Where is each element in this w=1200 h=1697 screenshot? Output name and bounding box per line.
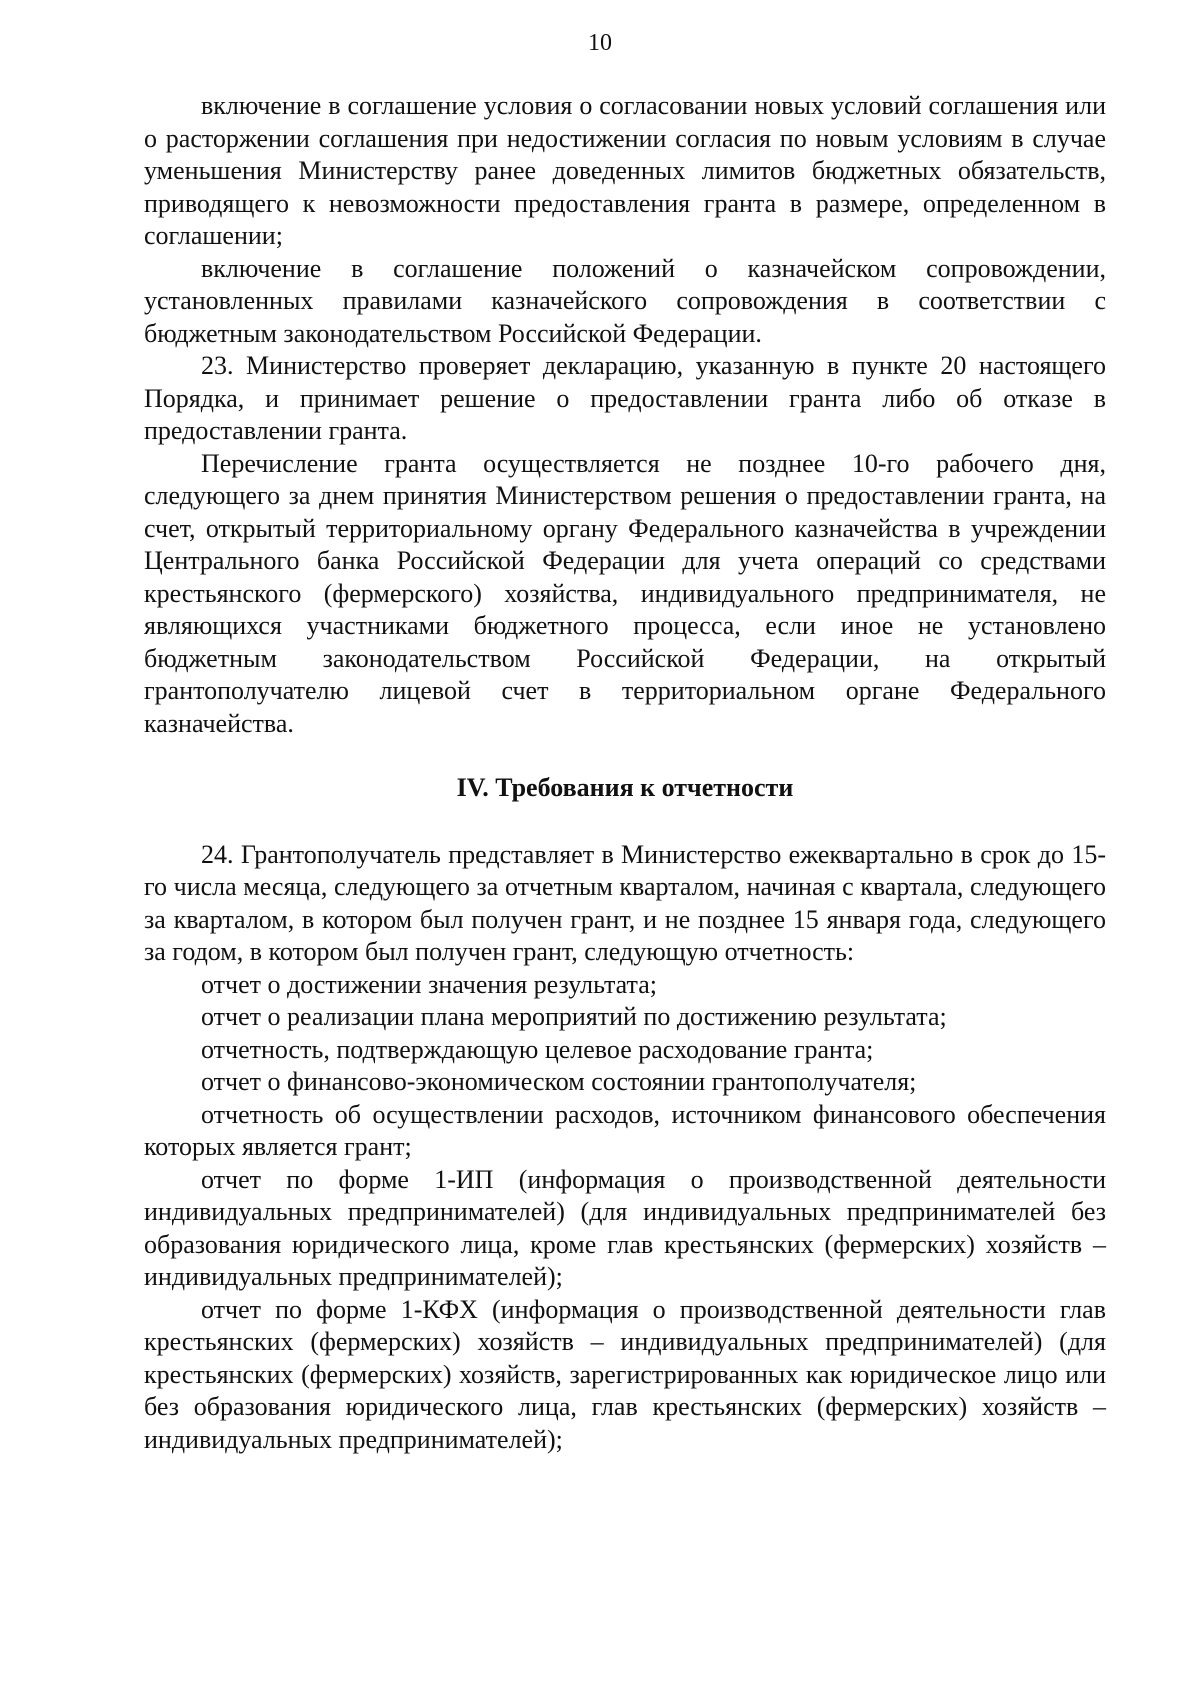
paragraph: включение в соглашение положений о казначейском сопровождении, установленных правилами казначейского сопровождения в соответствии с бюджетным законодательством Российской Федерации. xyxy=(144,253,1106,348)
paragraph: 24. Грантополучатель представляет в Министерство ежеквартально в срок до 15-го числа месяца, следующего за отчетным кварталом, начиная с квартала, следующего за кварталом, в котором был получен грант, и не позднее 15 января года, следующего за годом, в котором был получен грант, следующую отчетность: xyxy=(144,839,1106,966)
section-heading: IV. Требования к отчетности xyxy=(456,773,794,802)
paragraph: 23. Министерство проверяет декларацию, указанную в пункте 20 настоящего Порядка, и принимает решение о предоставлении гранта либо об отказе в предоставлении гранта. xyxy=(144,351,1106,445)
paragraph: включение в соглашение условия о согласовании новых условий соглашения или о расторжении соглашения при недостижении согласия по новым условиям в случае уменьшения Министерству ранее доведенных лимитов бюджетных обязательств, приводящего к невозможности предоставления гранта в размере, определенном в соглашении; xyxy=(144,91,1106,250)
list-item: отчет о финансово-экономическом состоянии грантополучателя; xyxy=(201,1067,917,1096)
document-body xyxy=(144,90,1106,1456)
list-item: отчетность, подтверждающую целевое расходование гранта; xyxy=(201,1034,874,1064)
list-item: отчет по форме 1-ИП (информация о производственной деятельности индивидуальных предпринимателей) (для индивидуальных предпринимателей без образования юридического лица, кроме глав крестьянских (фермерских) хозяйств – индивидуальных предпринимателей); xyxy=(144,1164,1106,1291)
list-item: отчет о реализации плана мероприятий по достижению результата; xyxy=(201,1002,947,1031)
list-item: отчет по форме 1-КФХ (информация о производственной деятельности глав крестьянских (фермерских) хозяйств – индивидуальных предпринимателей) (для крестьянских (фермерских) хозяйств, зарегистрированных как юридическое лицо или без образования юридического лица, глав крестьянских (фермерских) хозяйств – индивидуальных предпринимателей); xyxy=(144,1294,1106,1454)
page-number: 10 xyxy=(588,30,612,56)
list-item: отчетность об осуществлении расходов, источником финансового обеспечения которых является грант; xyxy=(144,1099,1106,1161)
paragraph: Перечисление гранта осуществляется не позднее 10-го рабочего дня, следующего за днем принятия Министерством решения о предоставлении гранта, на счет, открытый территориальному органу Федерального казначейства в учреждении Центрального банка Российской Федерации для учета операций со средствами крестьянского (фермерского) хозяйства, индивидуального предпринимателя, не являющихся участниками бюджетного процесса, если иное не установлено бюджетным законодательством Российской Федерации, на открытый грантополучателю лицевой счет в территориальном органе Федерального казначейства. xyxy=(144,448,1106,738)
list-item: отчет о достижении значения результата; xyxy=(201,969,657,999)
